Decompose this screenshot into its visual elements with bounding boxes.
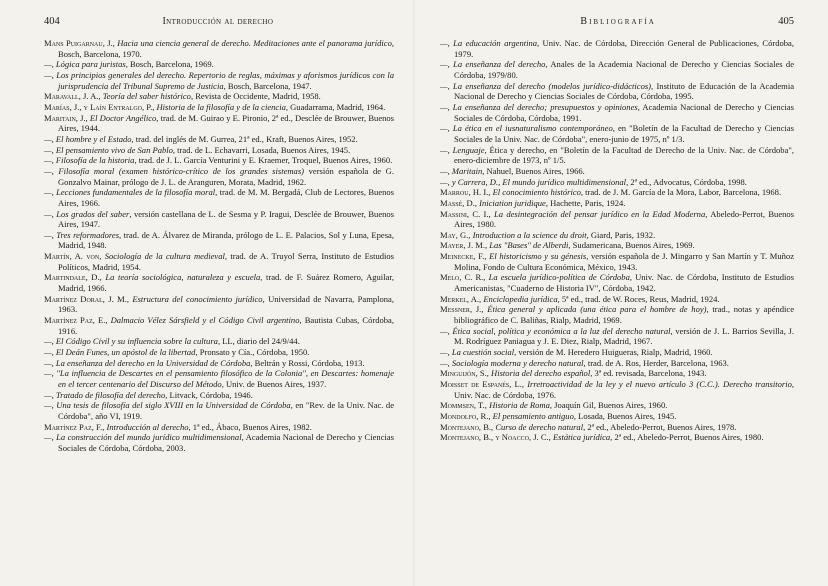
entry-rest: , trad. de A. Álvarez de Miranda, prólogo de L. E. Palacios, Sol y Luna, Epesa, Madrid, 1948. — [58, 229, 394, 251]
bibliography-entry — [44, 336, 394, 347]
entry-work: —, La enseñanza del derecho (modelos jurídico-didácticos) — [440, 80, 652, 91]
entry-rest: , LL, diario del 24/9/44. — [217, 336, 300, 347]
entry-rest: , 5ª ed., trad. de W. Roces, Reus, Madrid, 1924. — [557, 293, 720, 304]
entry-work: —, Filosofía de la historia — [44, 155, 135, 166]
right-page — [414, 0, 828, 586]
bibliography-entry — [44, 187, 394, 208]
entry-rest: , Abeledo-Perrot, Buenos Aires, 1980. — [454, 208, 794, 230]
bibliography-entry — [44, 347, 394, 358]
entry-author: Martínez Paz, E., — [44, 315, 111, 326]
entry-work: El Doctor Angélico — [89, 112, 157, 123]
entry-rest: , Bautista Cubas, Córdoba, 1916. — [58, 315, 394, 336]
bibliography-entry — [440, 368, 794, 379]
entry-rest: , versión española de J. Mingarro y San Martín y T. Muñoz Molina, Fondo de Cultura Económica, México, 1943. — [454, 251, 795, 272]
entry-author: Messner, J., — [440, 304, 488, 315]
entry-work: La desintegración del pensar jurídico en la Edad Moderna — [493, 208, 706, 219]
entry-author: Martínez Paz, F., — [44, 421, 107, 432]
bibliography-entry — [440, 422, 794, 433]
entry-author: Merkel, A., — [440, 293, 484, 304]
entry-rest: , Anales de la Academia Nacional de Derecho y Ciencias Sociales de Córdoba, 1979/80. — [454, 59, 794, 80]
bibliography-entry — [44, 400, 394, 421]
entry-work: Enciclopedia jurídica — [483, 293, 558, 304]
entry-work: —, Lenguaje — [440, 144, 485, 155]
entry-rest: , Sudamericana, Buenos Aires, 1969. — [568, 240, 695, 251]
bibliography-entry — [44, 134, 394, 145]
bibliography-entry — [44, 91, 394, 102]
entry-rest: , Losada, Buenos Aires, 1945. — [573, 410, 677, 421]
entry-author: Marrou, H. I., — [440, 187, 493, 198]
entry-rest: , trad. del inglés de M. Gurrea, 21ª ed., Kraft, Buenos Aires, 1952. — [131, 133, 358, 144]
bibliography-entry — [440, 411, 794, 422]
bibliography-entry — [440, 230, 794, 241]
entry-author: Massini, C. I., — [440, 208, 494, 219]
entry-work: —, Tres reformadores — [44, 229, 120, 240]
entry-work: —, La construcción del mundo jurídico multidimensional — [44, 432, 242, 443]
entry-rest: versión española de G. Gonzalvo Mainar, prólogo de J. L. de Aranguren, Morata, Madrid, 1962. — [58, 165, 394, 187]
bibliography-entry — [44, 294, 394, 315]
entry-work: Ética general y aplicada (una ética para el hombre de hoy) — [487, 304, 707, 315]
entry-rest: , trad. de A. Truyol Serra, Instituto de Estudios Políticos, Madrid, 1954. — [58, 251, 395, 272]
entry-work: El conocimiento histórico — [492, 187, 581, 198]
right-page-number: 405 — [778, 16, 794, 27]
entry-rest: , trad. de M. M. Bergadá, Club de Lectores, Buenos Aires, 1966. — [58, 187, 394, 208]
entry-author: Martínez Doral, J. M., — [44, 293, 133, 304]
bibliography-entry — [44, 230, 394, 251]
entry-work: —, Los grados del saber — [44, 208, 130, 219]
entry-rest: , Revista de Occidente, Madrid, 1958. — [190, 91, 321, 102]
bibliography-entry — [440, 166, 794, 177]
entry-rest: , 2ª ed., Abeledo-Perrot, Buenos Aires, 1980. — [610, 432, 764, 443]
entry-rest: , trad. de J. L. García Venturini y E. Kraemer, Troquel, Buenos Aires, 1960. — [134, 155, 393, 166]
bibliography-entry — [440, 38, 794, 59]
bibliography-entry — [44, 70, 394, 91]
bibliography-entry — [44, 368, 394, 389]
bibliography-entry — [44, 251, 394, 272]
entry-work: La teoría sociológica, naturaleza y escuela — [105, 272, 261, 283]
bibliography-entry — [440, 81, 794, 102]
bibliography-entry — [44, 272, 394, 293]
bibliography-entry — [44, 155, 394, 166]
bibliography-entry — [440, 177, 794, 188]
left-running-head — [44, 16, 394, 29]
bibliography-entry — [440, 240, 794, 251]
entry-rest: , Joaquín Gil, Buenos Aires, 1960. — [549, 400, 668, 411]
bibliography-entry — [440, 294, 794, 305]
entry-work: El historicismo y su génesis — [489, 251, 587, 262]
entry-author: Mans Puigarnau, J., — [44, 38, 118, 48]
entry-work: Curso de derecho natural — [495, 421, 584, 432]
bibliography-entry — [440, 145, 794, 166]
bibliography-entry — [44, 358, 394, 369]
bibliography-entry — [44, 432, 394, 453]
entry-work: —, La ética en el iusnaturalismo contemporáneo — [440, 123, 613, 134]
entry-rest: , Instituto de Educación de la Academia Nacional de Derecho y Ciencias Sociales de Córdoba, Córdoba, 1995. — [454, 80, 794, 102]
entry-author: May, G., — [440, 229, 473, 240]
left-bibliography-list — [44, 38, 394, 454]
entry-rest: , 2ª ed., Advocatus, Córdoba, 1998. — [626, 176, 747, 187]
entry-work: —, El Deán Funes, un apóstol de la libertad — [44, 347, 196, 358]
entry-author: Montejano, B., — [440, 421, 496, 432]
entry-rest: , versión de M. Heredero Huigueras, Rialp, Madrid, 1960. — [514, 347, 713, 358]
entry-rest: , Univ. Nac. de Córdoba, Instituto de Estudios Americanistas, "Cuaderno de Historia IV", Córdoba, 1942. — [454, 272, 794, 294]
entry-rest: , Bosch, Barcelona, 1969. — [125, 59, 214, 70]
entry-work: Historia de la filosofía y de la ciencia — [156, 101, 286, 112]
left-page-number: 404 — [44, 16, 60, 27]
bibliography-entry — [440, 187, 794, 198]
bibliography-entry — [440, 379, 794, 400]
entry-rest: , Univ. Nac. de Córdoba, 1976. — [454, 379, 794, 400]
entry-author: Mondolfo, R., — [440, 410, 493, 421]
bibliography-entry — [440, 400, 794, 411]
entry-work: —, y Carrera, D., El mundo jurídico multidimensional — [440, 176, 627, 187]
entry-author: Montejano, B., y Noacco, J. C., — [440, 432, 553, 443]
entry-author: Minguijón, S., — [440, 368, 492, 379]
entry-work: Estática jurídica — [552, 432, 611, 443]
entry-rest: , 3ª ed. revisada, Barcelona, 1943. — [590, 368, 707, 379]
entry-work: —, El Código Civil y su influencia sobre la cultura — [44, 336, 218, 347]
entry-work: Sociología de la cultura medieval — [104, 251, 225, 262]
entry-rest: , Bosch, Barcelona, 1970. — [58, 38, 394, 59]
bibliography-entry — [44, 390, 394, 401]
entry-author: Marías, J., y Laín Entralgo, P., — [44, 101, 157, 112]
entry-work: Introduction a la science du droit — [472, 229, 587, 240]
entry-work: Iniciation juridique — [479, 197, 546, 208]
entry-rest: , Nahuel, Buenos Aires, 1966. — [482, 165, 585, 176]
entry-rest: , trad. de L. Echavarri, Losada, Buenos Aires, 1945. — [172, 144, 351, 155]
entry-work: —, Lecciones fundamentales de la filosofía moral — [44, 187, 216, 198]
entry-work: —, La enseñanza del derecho — [440, 59, 546, 70]
entry-rest: , Giard, Paris, 1932. — [586, 229, 656, 240]
entry-rest: , trad., notas y apéndice bibliográfico de C. Baliñas, Rialp, Madrid, 1969. — [454, 304, 794, 326]
entry-rest: , Litvack, Córdoba, 1946. — [165, 389, 253, 400]
right-running-title: Bibliografía — [580, 16, 656, 27]
entry-rest: , versión de J. L. Barrios Sevilla, J. M. Rodríguez Paniagua y J. E. Diez, Rialp, Madrid, 1967. — [454, 325, 794, 347]
entry-rest: , Guadarrama, Madrid, 1964. — [285, 101, 386, 112]
entry-work: El pensamiento antiguo — [492, 410, 574, 421]
entry-rest: , en "Rev. de la Univ. Nac. de Córdoba", año VI, 1919. — [58, 400, 394, 421]
bibliography-entry — [44, 422, 394, 433]
bibliography-entry — [440, 347, 794, 358]
entry-rest: , Academia Nacional de Derecho y Ciencias Sociales de Córdoba, Córdoba, 2003. — [58, 432, 394, 453]
entry-work: —, Maritain — [440, 165, 483, 176]
entry-author: Martín, A. von, — [44, 251, 105, 262]
entry-rest: , Univ. de Buenos Aires, 1937. — [221, 379, 327, 389]
entry-author: Maritain, J., — [44, 112, 90, 123]
entry-work: La escuela jurídico-política de Córdoba — [488, 272, 630, 283]
entry-author: Mommsen, T., — [440, 400, 490, 411]
entry-work: —, Una tesis de filosofía del siglo XVIII en la Universidad de Córdoba — [44, 400, 291, 411]
bibliography-entry — [440, 432, 794, 443]
entry-work: Historia de Roma — [489, 400, 550, 411]
entry-work: Teoría del saber histórico — [102, 91, 191, 102]
entry-rest: , trad. de M. Guirao y E. Pironio, 2ª ed., Desclée de Brouwer, Buenos Aires, 1944. — [58, 112, 394, 134]
entry-work: —, El pensamiento vivo de San Pablo — [44, 144, 173, 155]
bibliography-entry — [440, 59, 794, 80]
bibliography-entry — [44, 102, 394, 113]
entry-work: —, Filosofía moral (examen histórico-crítico de los grandes sistemas) — [44, 165, 304, 176]
entry-rest: , 2ª ed., Abeledo-Perrot, Buenos Aires, 1978. — [583, 421, 737, 432]
bibliography-entry — [440, 198, 794, 209]
entry-rest: , Academia Nacional de Derecho y Ciencias Sociales de Córdoba, Córdoba, 1991. — [454, 101, 794, 123]
right-bibliography-list — [440, 38, 794, 443]
entry-rest: , trad. de J. M. García de la Mora, Labor, Barcelona, 1968. — [580, 187, 782, 198]
entry-rest: , Beltrán y Rossi, Córdoba, 1913. — [250, 357, 365, 368]
entry-rest: , Bosch, Barcelona, 1947. — [223, 80, 312, 91]
entry-work: —, La enseñanza del derecho; presupuestos y opiniones — [440, 101, 638, 112]
bibliography-entry — [440, 209, 794, 230]
entry-work: —, La enseñanza del derecho en la Universidad de Córdoba — [44, 357, 251, 368]
entry-work: Hacia una ciencia general de derecho. Meditaciones ante el panorama jurídico — [117, 38, 392, 48]
bibliography-entry — [44, 38, 394, 59]
entry-work: Estructura del conocimiento jurídico — [132, 293, 263, 304]
bibliography-entry — [440, 326, 794, 347]
entry-work: —, Ética social, política y económica a la luz del derecho natural — [440, 325, 671, 336]
entry-work: —, Los principios generales del derecho. Repertorio de reglas, máximas y aforismos jurídicos con la jurisprudencia del Tribunal Supremo de Justicia — [44, 69, 394, 91]
bibliography-entry — [44, 209, 394, 230]
entry-author: Maravall, J. A., — [44, 91, 103, 102]
entry-work: —, Lógica para juristas — [44, 59, 126, 70]
entry-rest: , en "Boletín de la Facultad de Derecho y Ciencias Sociales de la Univ. Nac. de Córdoba", enero-junio de 1975, nº 1/3. — [454, 123, 794, 144]
bibliography-entry — [44, 166, 394, 187]
entry-author: Massé, D., — [440, 197, 480, 208]
entry-author: Moisset de Espanés, L., — [440, 379, 528, 389]
entry-work: —, La educación argentina — [440, 38, 538, 48]
bibliography-entry — [44, 113, 394, 134]
entry-work: —, Sociología moderna y derecho natural — [440, 357, 584, 368]
entry-rest: , Univ. Nac. de Córdoba, Dirección General de Publicaciones, Córdoba, 1979. — [454, 38, 794, 59]
entry-work: Historia del derecho español — [491, 368, 591, 379]
entry-author: Martindale, D., — [44, 272, 106, 283]
entry-rest: , 1ª ed., Ábaco, Buenos Aires, 1982. — [188, 421, 312, 432]
entry-author: Meinecke, F., — [440, 251, 490, 262]
entry-rest: , Ética y derecho, en "Boletín de la Facultad de Derecho de la Univ. Nac. de Córdoba", enero-diciembre de 1973, nº 1/5. — [454, 144, 794, 166]
entry-work: —, La cuestión social — [440, 347, 515, 358]
entry-author: Mayer, J. M., — [440, 240, 490, 251]
entry-rest: , Hachette, Paris, 1924. — [545, 197, 626, 208]
left-running-title: Introducción al derecho — [162, 16, 274, 27]
entry-work: —, Tratado de filosofía del derecho — [44, 389, 166, 400]
right-running-head — [440, 16, 794, 29]
entry-work: Introducción al derecho — [106, 421, 189, 432]
entry-work: Dalmacio Vélez Sársfield y el Código Civil argentino — [110, 315, 300, 326]
entry-author: Melo, C. R., — [440, 272, 489, 283]
entry-rest: , Universidad de Navarra, Pamplona, 1963. — [58, 293, 394, 315]
bibliography-entry — [440, 102, 794, 123]
bibliography-entry — [44, 59, 394, 70]
entry-rest: , Pronsato y Cía., Córdoba, 1950. — [195, 347, 310, 358]
bibliography-entry — [44, 145, 394, 156]
bibliography-entry — [440, 123, 794, 144]
bibliography-entry — [440, 304, 794, 325]
bibliography-entry — [440, 272, 794, 293]
entry-work: —, "La influencia de Descartes en el pensamiento filosófico de la Colonia", en Descartes: homenaje en el tercer centenario del Discurso del Método — [44, 368, 394, 389]
bibliography-entry — [440, 251, 794, 272]
entry-rest: , trad. de F. Suárez Romero, Aguilar, Madrid, 1966. — [58, 272, 394, 294]
entry-rest: , trad. de A. Ros, Herder, Barcelona, 1963. — [583, 357, 729, 368]
bibliography-entry — [44, 315, 394, 336]
bibliography-entry — [440, 358, 794, 369]
entry-work: —, El hombre y el Estado — [44, 133, 132, 144]
entry-work: Irretroactividad de la ley y el nuevo artículo 3 (C.C.). Derecho transitorio — [527, 379, 792, 389]
entry-rest: , versión castellana de L. de Sesma y P. Iragui, Desclée de Brouwer, Buenos Aires, 1947. — [58, 208, 394, 230]
entry-work: Las "Bases" de Alberdi — [489, 240, 569, 251]
